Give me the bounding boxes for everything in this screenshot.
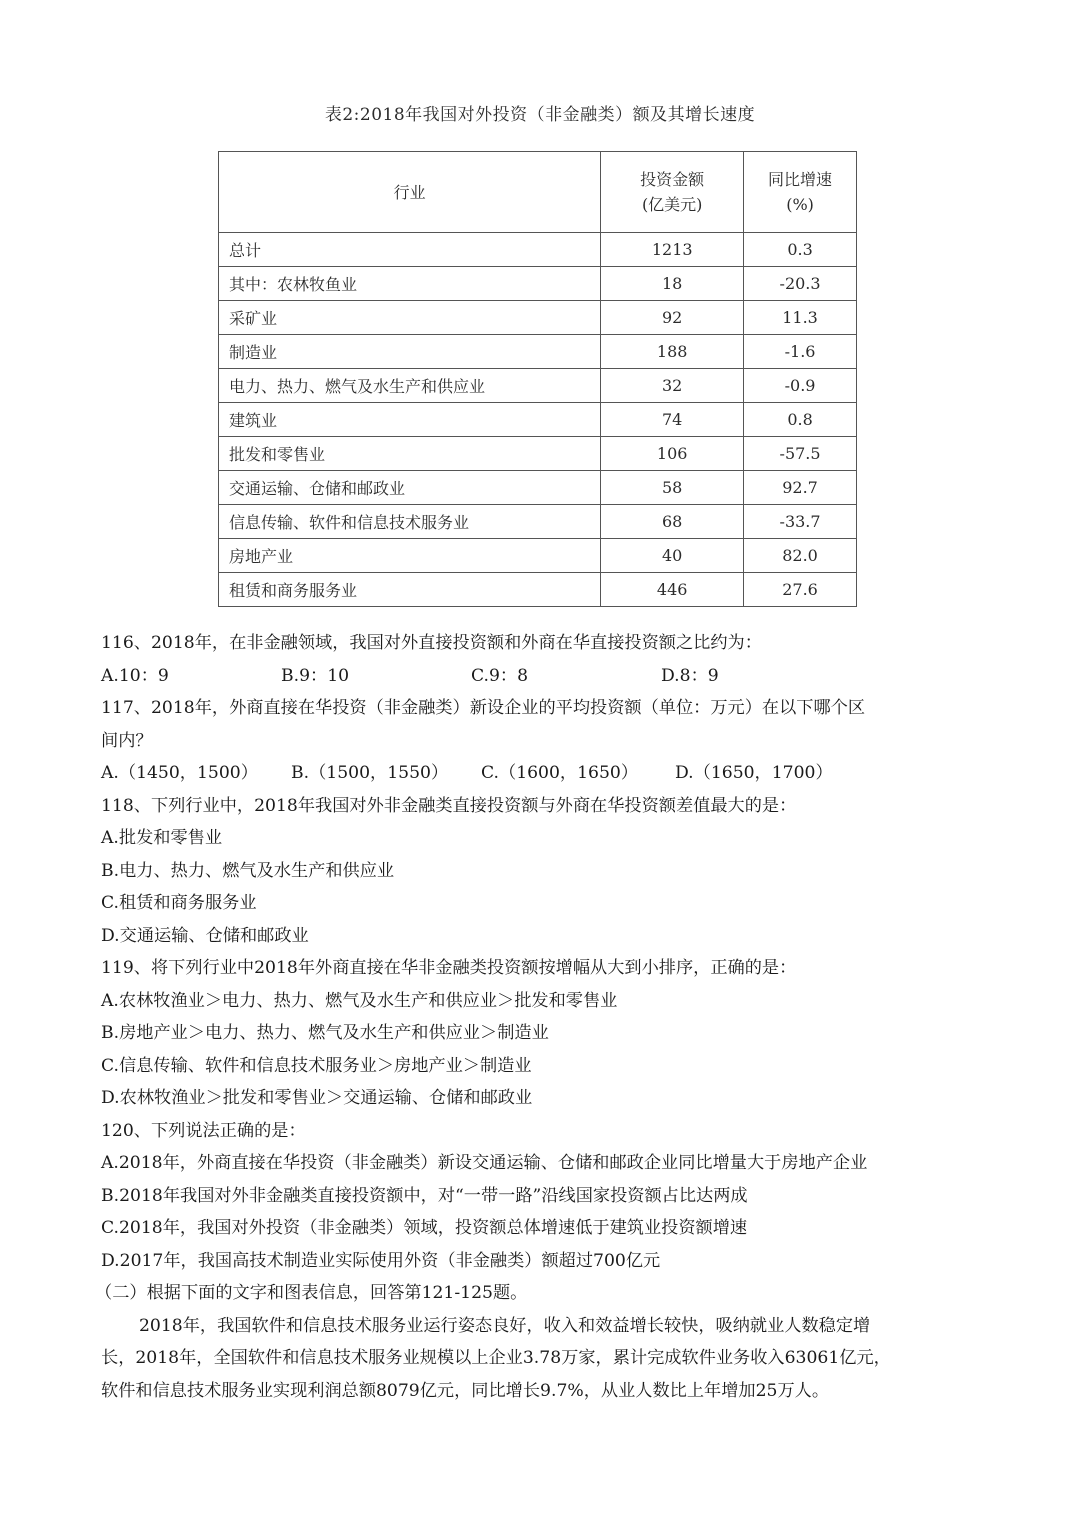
q119-option-b: B.房地产业＞电力、热力、燃气及水生产和供应业＞制造业 <box>101 1023 549 1043</box>
q118-option-b: B.电力、热力、燃气及水生产和供应业 <box>101 860 395 881</box>
section2-heading: （二）根据下面的文字和图表信息，回答第121-125题。 <box>95 1283 528 1303</box>
q117-options <box>101 757 986 790</box>
cell-industry: 交通运输、仓储和邮政业 <box>219 471 601 505</box>
q118-option-d: D.交通运输、仓储和邮政业 <box>101 925 309 946</box>
cell-growth: 0.3 <box>744 233 857 267</box>
header-industry: 行业 <box>219 152 601 233</box>
header-amount-line1: 投资金额 <box>640 170 705 189</box>
cell-growth: 0.8 <box>744 403 857 437</box>
q120-option-b: B.2018年我国对外非金融类直接投资额中，对“一带一路”沿线国家投资额占比达两成 <box>101 1185 748 1206</box>
header-growth <box>744 152 857 233</box>
table-row <box>219 539 857 573</box>
section2-paragraph-line3: 软件和信息技术服务业实现利润总额8079亿元，同比增长9.7%，从业人数比上年增加25万人。 <box>101 1380 830 1401</box>
cell-industry: 租赁和商务服务业 <box>219 573 601 607</box>
cell-industry: 建筑业 <box>219 403 601 437</box>
q117-option-b: B.（1500，1550） <box>291 763 449 783</box>
questions-section <box>95 627 986 1407</box>
cell-industry: 房地产业 <box>219 539 601 573</box>
cell-growth: -20.3 <box>744 267 857 301</box>
cell-growth: 82.0 <box>744 539 857 573</box>
q117-option-c: C.（1600，1650） <box>481 763 639 783</box>
cell-industry: 采矿业 <box>219 301 601 335</box>
cell-growth: -1.6 <box>744 335 857 369</box>
q117-stem-line1: 117、2018年，外商直接在华投资（非金融类）新设企业的平均投资额（单位：万元）在以下哪个区 <box>101 698 866 718</box>
cell-amount: 106 <box>601 437 744 471</box>
q119-option-d: D.农林牧渔业＞批发和零售业＞交通运输、仓储和邮政业 <box>101 1088 533 1108</box>
header-growth-line1: 同比增速 <box>768 170 833 189</box>
section2-paragraph-line2: 长，2018年，全国软件和信息技术服务业规模以上企业3.78万家，累计完成软件业务收入63061亿元， <box>101 1348 891 1368</box>
cell-amount: 58 <box>601 471 744 505</box>
q117-option-d: D.（1650，1700） <box>675 763 833 783</box>
cell-amount: 188 <box>601 335 744 369</box>
cell-amount: 40 <box>601 539 744 573</box>
cell-growth: -57.5 <box>744 437 857 471</box>
investment-table <box>218 151 857 607</box>
q119-stem: 119、将下列行业中2018年外商直接在华非金融类投资额按增幅从大到小排序，正确的是： <box>101 958 797 978</box>
q119-option-c: C.信息传输、软件和信息技术服务业＞房地产业＞制造业 <box>101 1055 532 1076</box>
cell-amount: 446 <box>601 573 744 607</box>
q120-stem: 120、下列说法正确的是： <box>101 1120 306 1141</box>
q118-option-c: C.租赁和商务服务业 <box>101 893 257 913</box>
q116-option-c: C.9：8 <box>471 665 529 686</box>
cell-industry: 制造业 <box>219 335 601 369</box>
q120-option-a: A.2018年，外商直接在华投资（非金融类）新设交通运输、仓储和邮政企业同比增量大于房地产企业 <box>101 1153 868 1173</box>
cell-amount: 68 <box>601 505 744 539</box>
cell-industry: 信息传输、软件和信息技术服务业 <box>219 505 601 539</box>
table-row <box>219 335 857 369</box>
table-row <box>219 505 857 539</box>
q116-option-a: A.10：9 <box>101 665 169 686</box>
q116-option-d: D.8：9 <box>661 665 719 686</box>
cell-growth: 27.6 <box>744 573 857 607</box>
q116-options <box>101 660 986 693</box>
table-header-row <box>219 152 857 233</box>
header-amount-line2: (亿美元) <box>641 195 703 214</box>
q116-stem: 116、2018年，在非金融领域，我国对外直接投资额和外商在华直接投资额之比约为： <box>101 633 762 653</box>
cell-growth: -0.9 <box>744 369 857 403</box>
q118-option-a: A.批发和零售业 <box>101 828 223 848</box>
q117-option-a: A.（1450，1500） <box>101 763 258 783</box>
cell-industry: 总计 <box>219 233 601 267</box>
table-row <box>219 267 857 301</box>
table-row <box>219 437 857 471</box>
q120-option-c: C.2018年，我国对外投资（非金融类）领域，投资额总体增速低于建筑业投资额增速 <box>101 1218 748 1238</box>
cell-amount: 92 <box>601 301 744 335</box>
cell-industry: 电力、热力、燃气及水生产和供应业 <box>219 369 601 403</box>
table-title: 表2:2018年我国对外投资（非金融类）额及其增长速度 <box>324 105 756 125</box>
cell-growth: 11.3 <box>744 301 857 335</box>
q118-stem: 118、下列行业中，2018年我国对外非金融类直接投资额与外商在华投资额差值最大的是： <box>101 795 797 816</box>
q117-stem-line2: 间内？ <box>101 730 153 751</box>
section2-paragraph-line1: 2018年，我国软件和信息技术服务业运行姿态良好，收入和效益增长较快，吸纳就业人数稳定增 <box>139 1315 871 1336</box>
q119-option-a: A.农林牧渔业＞电力、热力、燃气及水生产和供应业＞批发和零售业 <box>101 990 618 1011</box>
cell-growth: -33.7 <box>744 505 857 539</box>
cell-amount: 1213 <box>601 233 744 267</box>
cell-industry: 其中：农林牧鱼业 <box>219 267 601 301</box>
table-row <box>219 369 857 403</box>
q116-option-b: B.9：10 <box>281 665 350 686</box>
q120-option-d: D.2017年，我国高技术制造业实际使用外资（非金融类）额超过700亿元 <box>101 1250 661 1271</box>
table-row <box>219 573 857 607</box>
cell-amount: 18 <box>601 267 744 301</box>
table-row <box>219 403 857 437</box>
table-row <box>219 233 857 267</box>
cell-industry: 批发和零售业 <box>219 437 601 471</box>
cell-amount: 32 <box>601 369 744 403</box>
table-row <box>219 471 857 505</box>
table-row <box>219 301 857 335</box>
cell-amount: 74 <box>601 403 744 437</box>
cell-growth: 92.7 <box>744 471 857 505</box>
header-growth-line2: (%) <box>786 195 814 214</box>
header-amount <box>601 152 744 233</box>
